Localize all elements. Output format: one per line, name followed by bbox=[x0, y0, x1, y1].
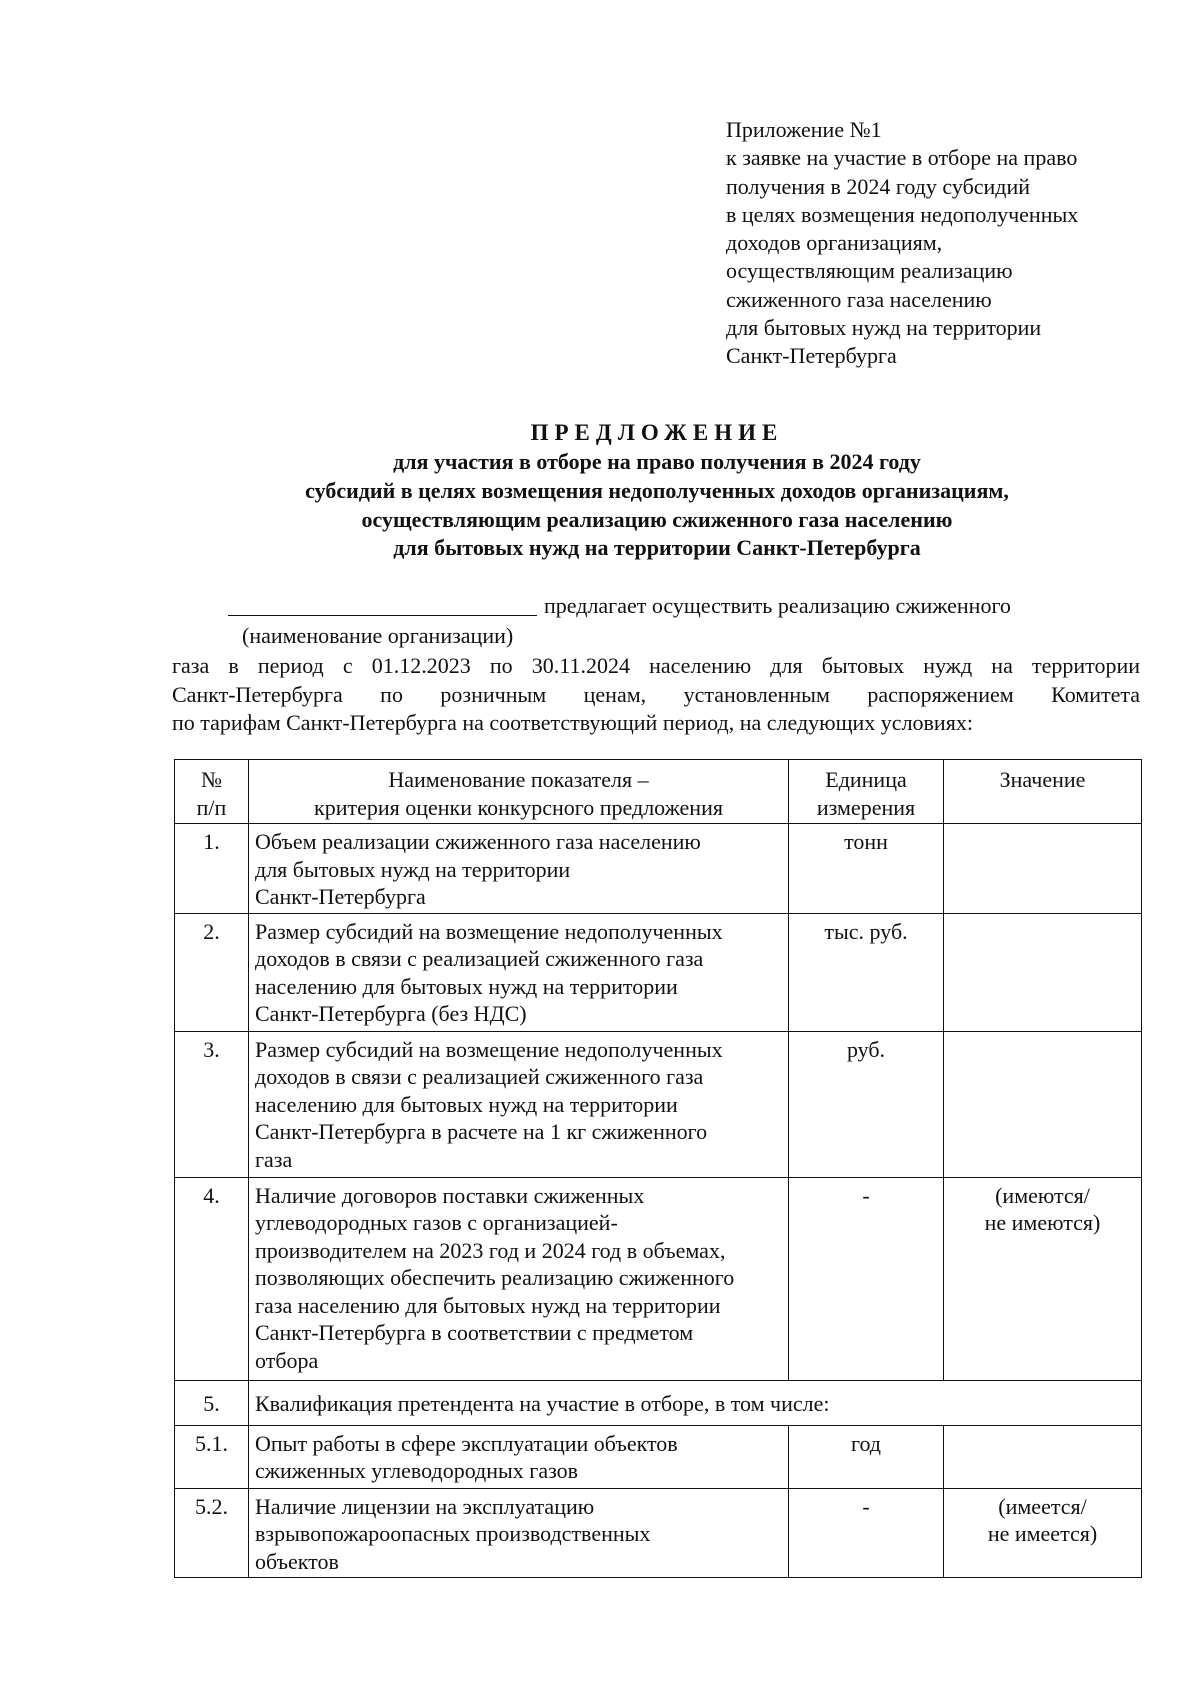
appendix-line: Приложение №1 bbox=[726, 117, 882, 142]
row-num: 1. bbox=[175, 824, 249, 914]
table-row bbox=[175, 1488, 1142, 1578]
document-title bbox=[172, 418, 1142, 563]
intro-paragraph bbox=[172, 592, 1140, 738]
title-sub-line: для участия в отборе на право получения в 2024 году bbox=[393, 449, 921, 474]
intro-line: по тарифам Санкт-Петербурга на соответствующий период, на следующих условиях: bbox=[172, 710, 973, 735]
row-unit: тыс. руб. bbox=[789, 913, 944, 1031]
intro-first-line: предлагает осуществить реализацию сжиженного bbox=[544, 593, 1011, 618]
appendix-line: для бытовых нужд на территории bbox=[726, 315, 1042, 341]
appendix-line: в целях возмещения недополученных bbox=[726, 201, 1079, 227]
appendix-line: Санкт-Петербурга bbox=[726, 343, 897, 369]
appendix-header bbox=[726, 116, 1156, 371]
row-value: (имеется/ не имеется) bbox=[944, 1488, 1142, 1578]
appendix-line: получения в 2024 году субсидий bbox=[726, 173, 1031, 199]
row-value bbox=[944, 824, 1142, 914]
title-main: ПРЕДЛОЖЕНИЕ bbox=[530, 420, 784, 445]
appendix-line: осуществляющим реализацию bbox=[726, 258, 1013, 284]
row-num: 3. bbox=[175, 1031, 249, 1177]
row-unit: руб. bbox=[789, 1031, 944, 1177]
row-name: Квалификация претендента на участие в отборе, в том числе: bbox=[249, 1380, 1142, 1425]
row-num: 5.1. bbox=[175, 1425, 249, 1488]
table-header-row bbox=[175, 760, 1142, 824]
title-sub-line: осуществляющим реализацию сжиженного газа населению bbox=[361, 506, 953, 532]
organization-name-blank bbox=[228, 615, 537, 616]
row-num: 5.2. bbox=[175, 1488, 249, 1578]
row-num: 4. bbox=[175, 1177, 249, 1380]
table-row bbox=[175, 1425, 1142, 1488]
appendix-line: доходов организациям, bbox=[726, 230, 943, 256]
title-sub-line: для бытовых нужд на территории Санкт-Петербурга bbox=[393, 535, 921, 561]
row-name: Наличие договоров поставки сжиженных углеводородных газов с организацией- производителем на 2023 год и 2024 год в объемах, позволяющих обеспечить реализацию сжиженного газа населению для бытовых нужд на территории Санкт-Петербурга в соответствии с предметом отбора bbox=[249, 1177, 789, 1380]
row-value bbox=[944, 1031, 1142, 1177]
row-name: Наличие лицензии на эксплуатацию взрывопожароопасных производственных объектов bbox=[249, 1488, 789, 1578]
appendix-line: к заявке на участие в отборе на право bbox=[726, 145, 1078, 171]
row-name: Размер субсидий на возмещение недополученных доходов в связи с реализацией сжиженного газа населению для бытовых нужд на территории Санкт-Петербурга (без НДС) bbox=[249, 913, 789, 1031]
intro-line: Санкт-Петербурга по розничным ценам, установленным распоряжением Комитета bbox=[172, 681, 1140, 707]
header-value: Значение bbox=[944, 760, 1142, 824]
table-row bbox=[175, 913, 1142, 1031]
row-value bbox=[944, 1425, 1142, 1488]
row-name: Размер субсидий на возмещение недополученных доходов в связи с реализацией сжиженного газа населению для бытовых нужд на территории Санкт-Петербурга в расчете на 1 кг сжиженного газа bbox=[249, 1031, 789, 1177]
table-row bbox=[175, 1380, 1142, 1425]
row-num: 5. bbox=[175, 1380, 249, 1425]
row-unit: год bbox=[789, 1425, 944, 1488]
row-value: (имеются/ не имеются) bbox=[944, 1177, 1142, 1380]
appendix-line: сжиженного газа населению bbox=[726, 286, 992, 312]
header-name: Наименование показателя – критерия оценки конкурсного предложения bbox=[249, 760, 789, 824]
row-name: Объем реализации сжиженного газа населению для бытовых нужд на территории Санкт-Петербурга bbox=[249, 824, 789, 914]
header-num: № п/п bbox=[175, 760, 249, 824]
criteria-table bbox=[174, 759, 1142, 1578]
row-num: 2. bbox=[175, 913, 249, 1031]
table-row bbox=[175, 1031, 1142, 1177]
intro-line: газа в период с 01.12.2023 по 30.11.2024 населению для бытовых нужд на территории bbox=[172, 653, 1140, 678]
table-row bbox=[175, 824, 1142, 914]
row-name: Опыт работы в сфере эксплуатации объектов сжиженных углеводородных газов bbox=[249, 1425, 789, 1488]
row-value bbox=[944, 913, 1142, 1031]
table-row bbox=[175, 1177, 1142, 1380]
row-unit: тонн bbox=[789, 824, 944, 914]
organization-name-caption: (наименование организации) bbox=[242, 623, 514, 648]
header-unit: Единица измерения bbox=[789, 760, 944, 824]
row-unit: - bbox=[789, 1488, 944, 1578]
title-sub-line: субсидий в целях возмещения недополученных доходов организациям, bbox=[305, 477, 1009, 503]
row-unit: - bbox=[789, 1177, 944, 1380]
